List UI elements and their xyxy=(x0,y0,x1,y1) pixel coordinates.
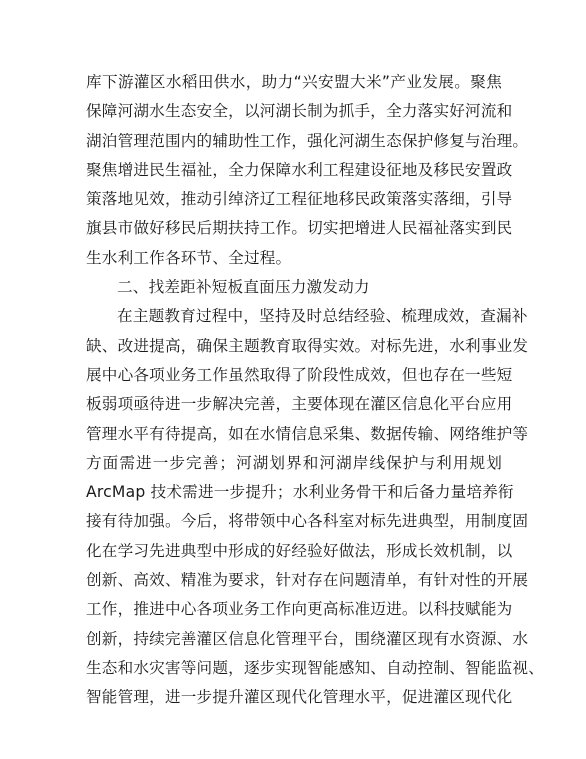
section-heading: 二、找差距补短板直面压力激发动力 xyxy=(117,278,370,297)
body-line: 创新、高效、精准为要求，针对存在问题清单，有针对性的开展 xyxy=(86,571,529,590)
body-line: 板弱项亟待进一步解决完善，主要体现在灌区信息化平台应用 xyxy=(86,395,513,414)
body-line: 管理水平有待提高，如在水情信息采集、数据传输、网络维护等 xyxy=(86,424,529,443)
body-line: 保障河湖水生态安全，以河湖长制为抓手，全力落实好河流和 xyxy=(86,102,513,121)
body-line: 缺、改进提高，确保主题教育取得实效。对标先进，水利事业发 xyxy=(86,336,529,355)
body-line: 旗县市做好移民后期扶持工作。切实把增进人民福祉落实到民 xyxy=(86,219,513,238)
body-line: 生态和水灾害等问题，逐步实现智能感知、自动控制、智能监视、 xyxy=(86,658,545,677)
body-line: 库下游灌区水稻田供水，助力“兴安盟大米”产业发展。聚焦 xyxy=(86,73,502,91)
body-line: 化在学习先进典型中形成的好经验好做法，形成长效机制，以 xyxy=(86,541,513,560)
body-line: 生水利工作各环节、全过程。 xyxy=(86,248,292,267)
document-body xyxy=(86,68,545,713)
body-line: 方面需进一步完善；河湖划界和河湖岸线保护与利用规划 xyxy=(86,453,502,472)
body-line: 创新，持续完善灌区信息化管理平台，围绕灌区现有水资源、水 xyxy=(86,629,529,648)
body-line: 展中心各项业务工作虽然取得了阶段性成效，但也存在一些短 xyxy=(86,365,513,384)
body-line: ArcMap 技术需进一步提升；水利业务骨干和后备力量培养衔 xyxy=(86,483,514,502)
body-line: 聚焦增进民生福祉，全力保障水利工程建设征地及移民安置政 xyxy=(86,160,513,179)
body-line: 接有待加强。今后，将带领中心各科室对标先进典型，用制度固 xyxy=(86,512,529,531)
body-line: 智能管理，进一步提升灌区现代化管理水平，促进灌区现代化 xyxy=(86,688,513,707)
body-line: 策落地见效，推动引绰济辽工程征地移民政策落实落细，引导 xyxy=(86,190,513,209)
body-line: 工作，推进中心各项业务工作向更高标准迈进。以科技赋能为 xyxy=(86,600,513,619)
body-line: 在主题教育过程中，坚持及时总结经验、梳理成效，查漏补 xyxy=(117,307,528,326)
body-line: 湖泊管理范围内的辅助性工作，强化河湖生态保护修复与治理。 xyxy=(86,131,529,150)
